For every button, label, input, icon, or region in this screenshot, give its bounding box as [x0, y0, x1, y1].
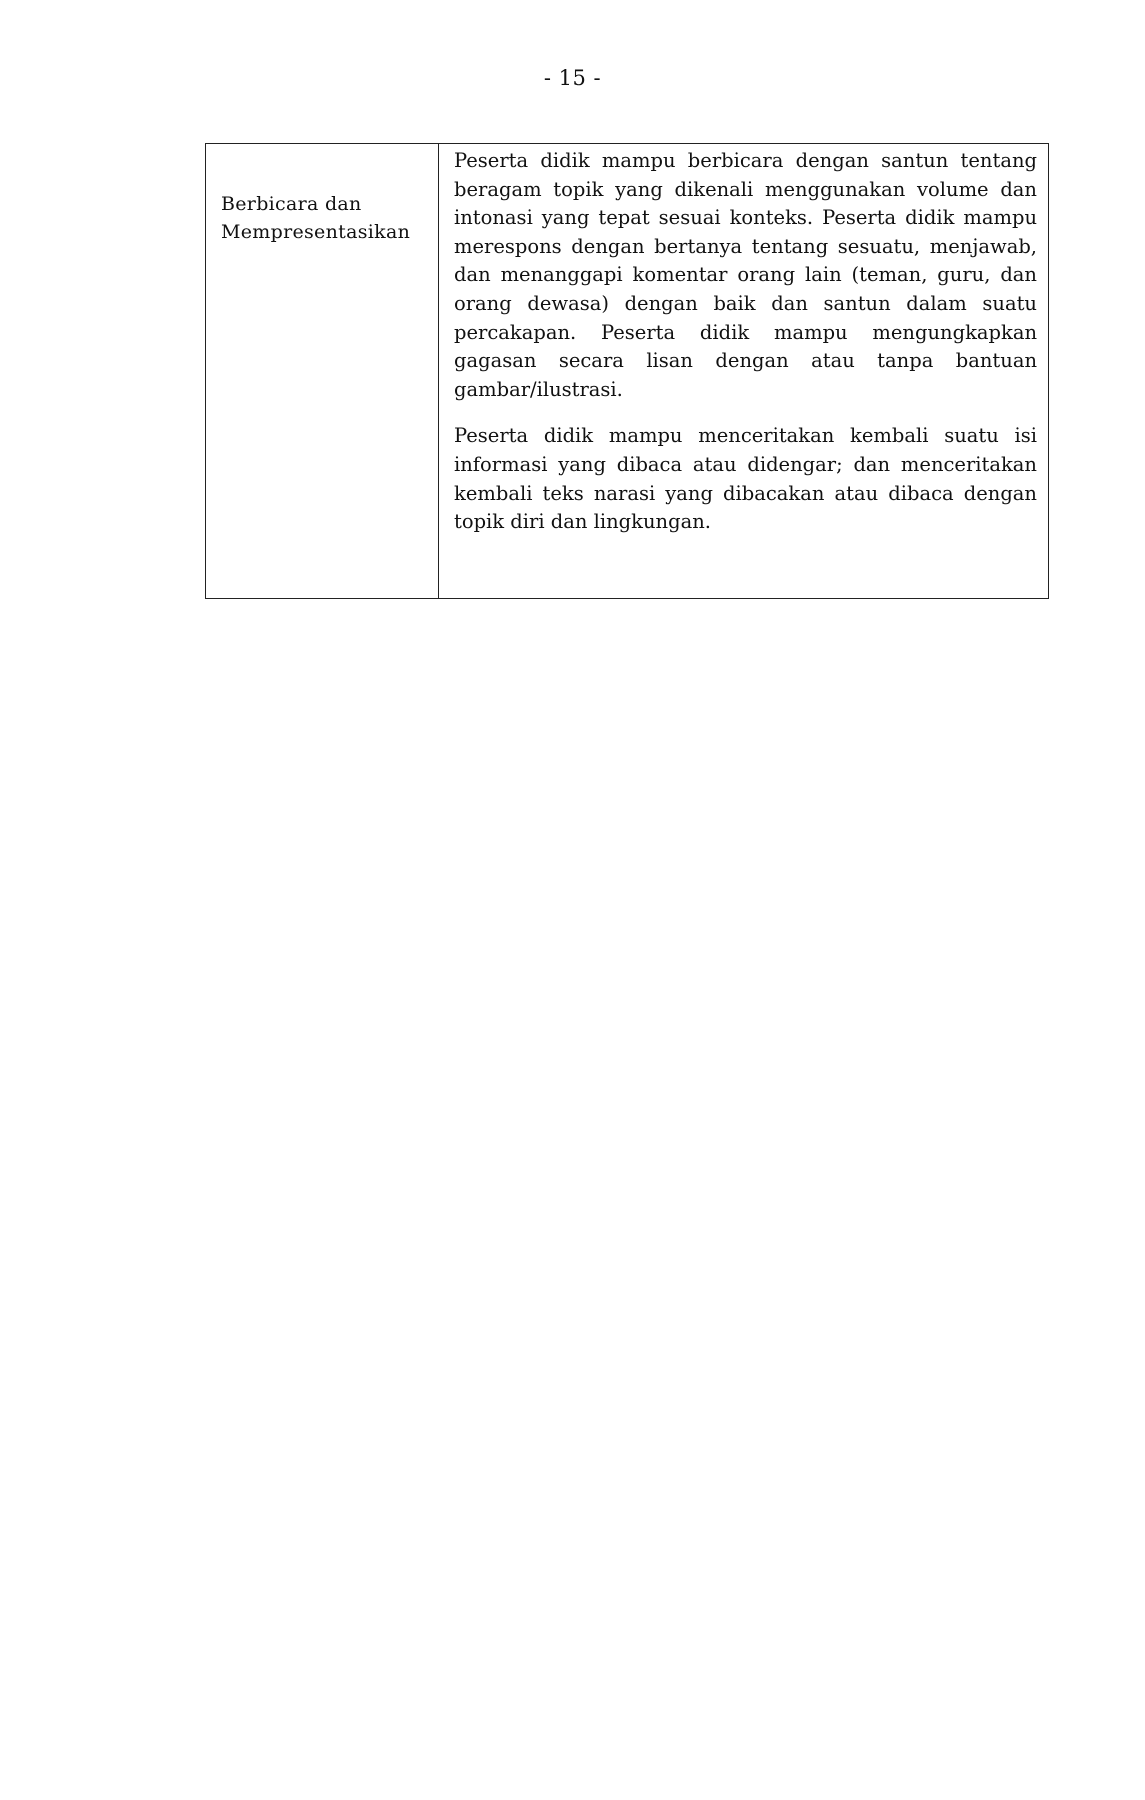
learning-outcomes-table	[205, 143, 1049, 599]
description-cell	[439, 144, 1049, 599]
description-paragraph: Peserta didik mampu berbicara dengan santun tentang beragam topik yang dikenali menggunakan volume dan intonasi yang tepat sesuai konteks. Peserta didik mampu merespons dengan bertanya tentang sesuatu, menjawab, dan menanggapi komentar orang lain (teman, guru, dan orang dewasa) dengan baik dan santun dalam suatu percakapan. Peserta didik mampu mengungkapkan gagasan secara lisan dengan atau tanpa bantuan gambar/ilustrasi.	[454, 149, 1037, 401]
element-label-line: Mempresentasikan	[221, 221, 411, 243]
table-row	[206, 144, 1049, 599]
element-label	[206, 144, 438, 246]
element-label-line: Berbicara dan	[221, 193, 362, 215]
description-paragraph: Peserta didik mampu menceritakan kembali suatu isi informasi yang dibaca atau didengar; dan menceritakan kembali teks narasi yang dibacakan atau dibaca dengan topik diri dan lingkungan.	[454, 424, 1037, 534]
element-cell	[206, 144, 439, 599]
page-number: - 15 -	[543, 66, 602, 90]
